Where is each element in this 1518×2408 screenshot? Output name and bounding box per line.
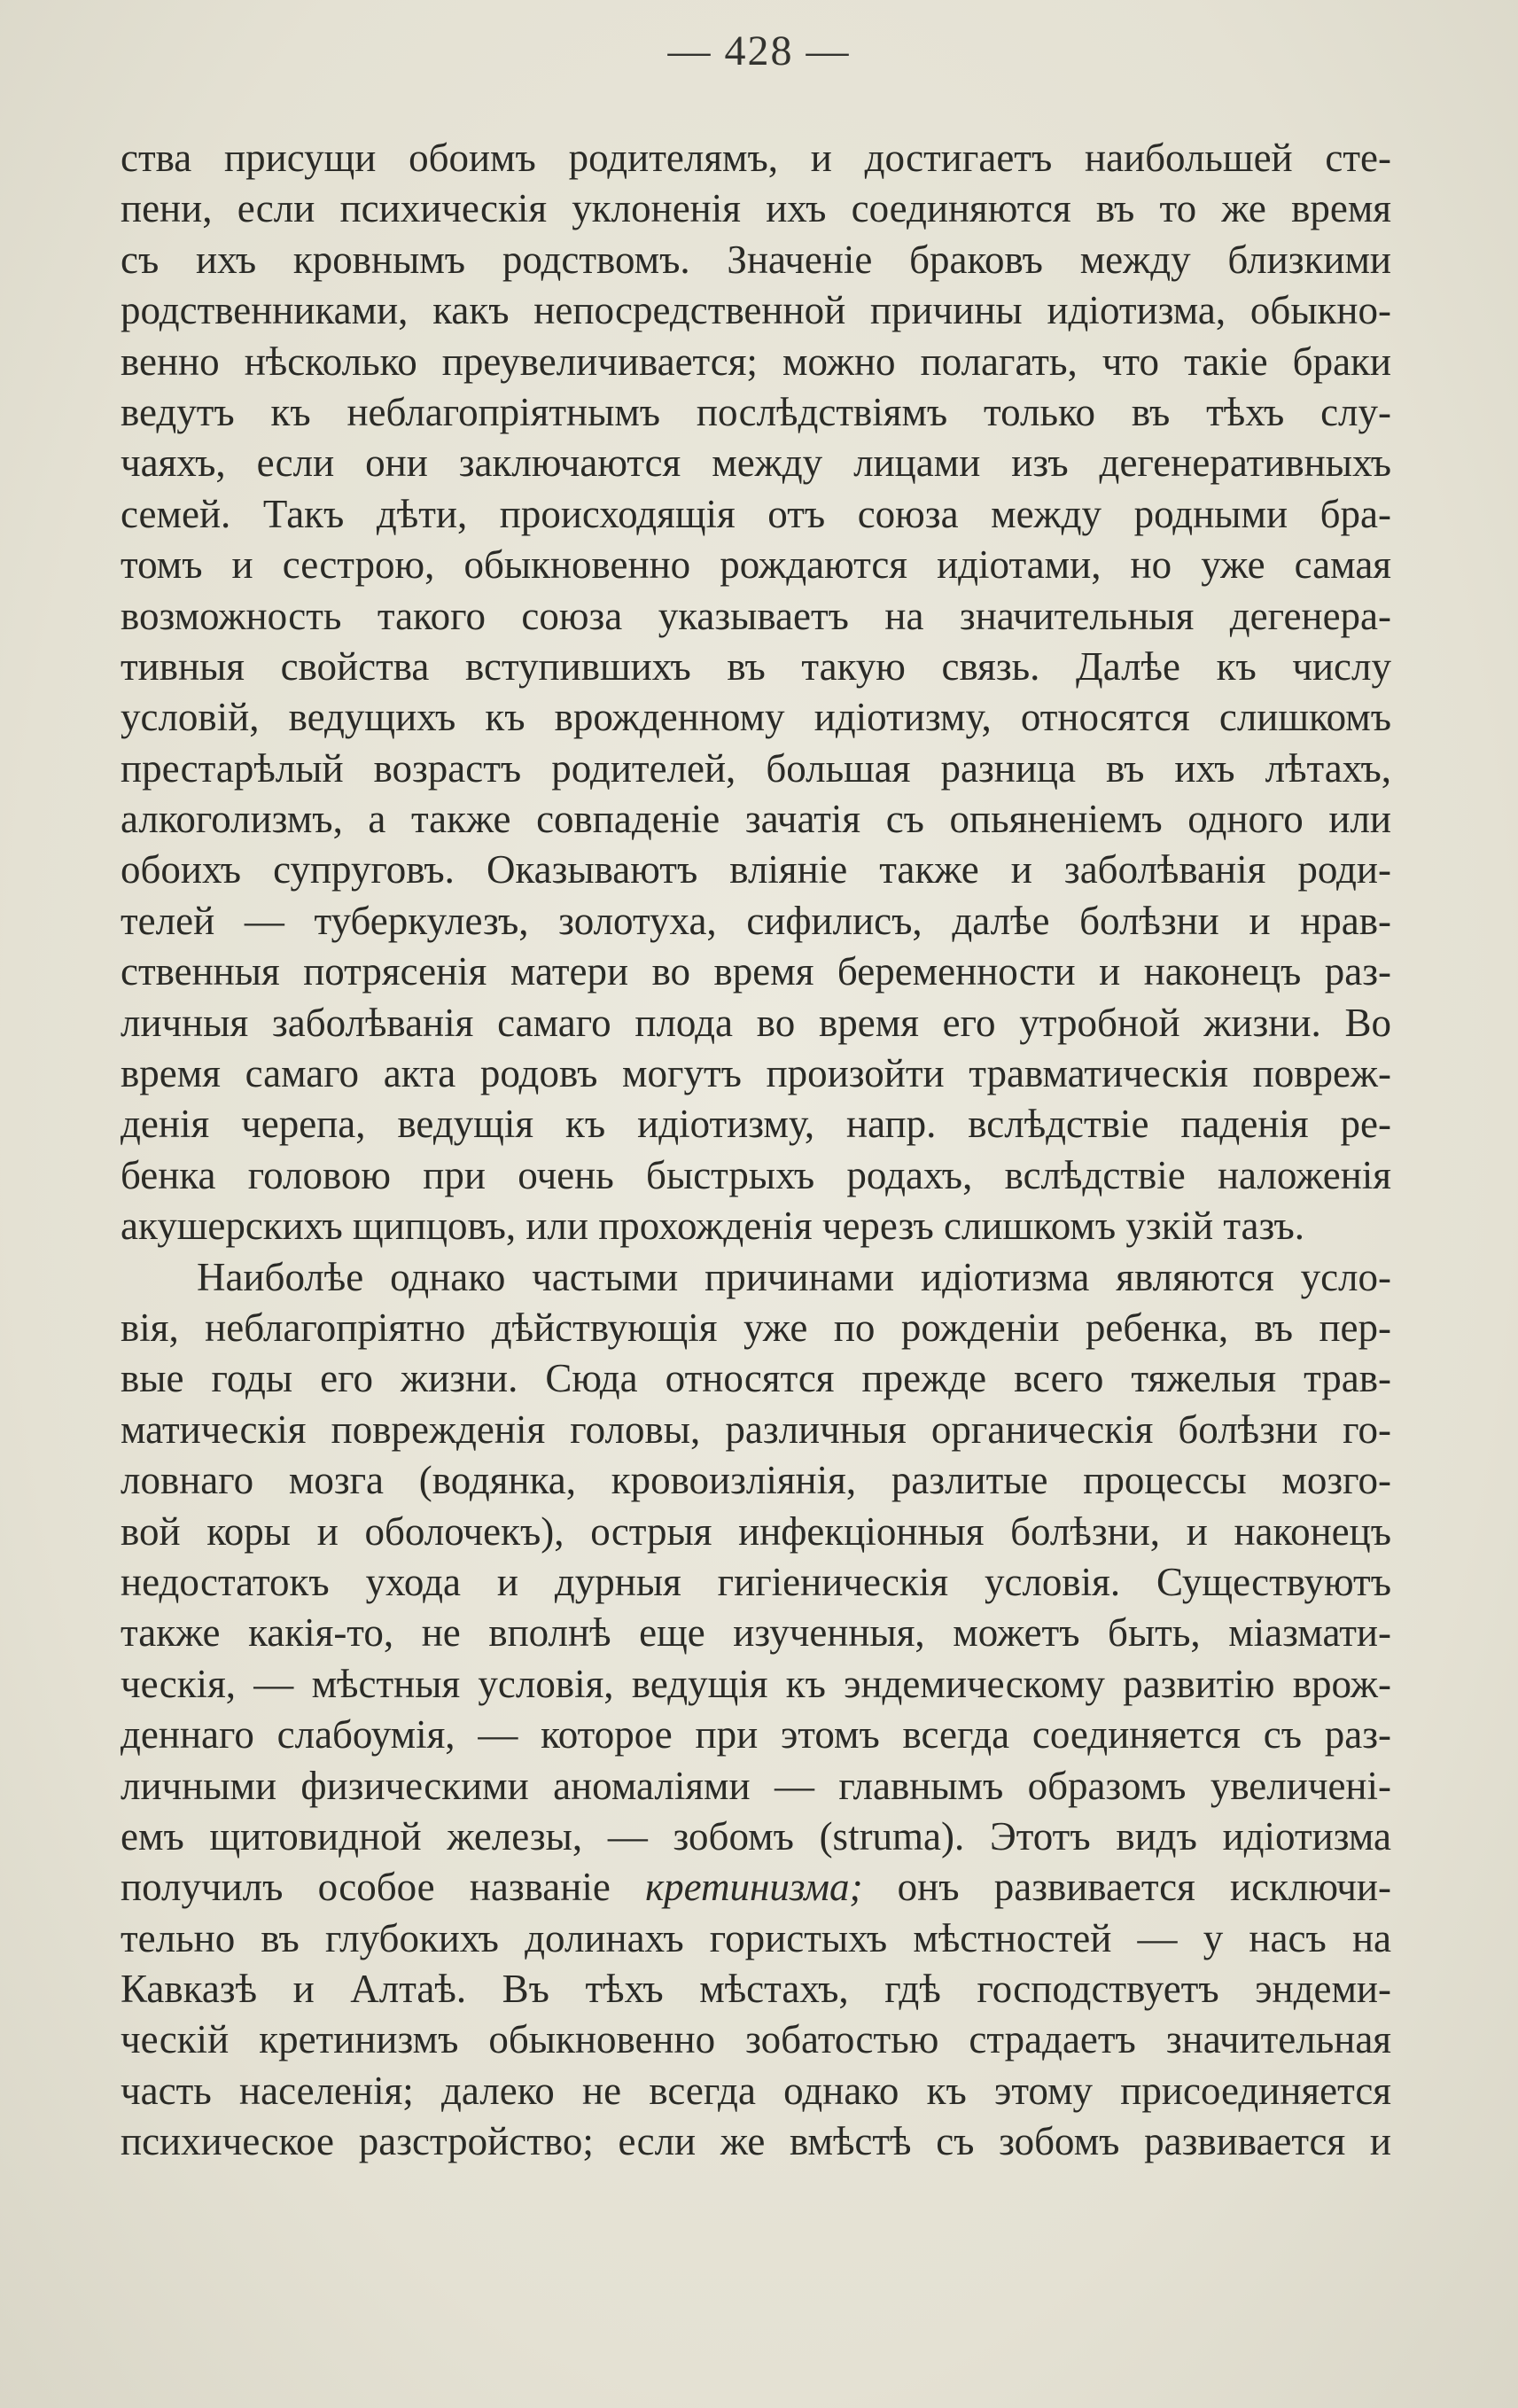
- paragraph-1: [121, 133, 1391, 1252]
- text-line: пени, если психическія уклоненія ихъ соединяются въ то же время: [121, 186, 1391, 231]
- text-line: недостатокъ ухода и дурныя гигіеническія условія. Существуютъ: [121, 1559, 1391, 1604]
- text-line: личныя заболѣванія самаго плода во время его утробной жизни. Во: [121, 1000, 1391, 1045]
- body-text: [121, 133, 1391, 2168]
- text-line: часть населенія; далеко не всегда однако къ этому присоединяется: [121, 2068, 1391, 2113]
- text-line: возможность такого союза указываетъ на значительныя дегенера-: [121, 593, 1391, 638]
- text-line: также какія-то, не вполнѣ еще изученныя, можетъ быть, міазмати-: [121, 1610, 1391, 1656]
- text-line: вой коры и оболочекъ), острыя инфекціонныя болѣзни, и наконецъ: [121, 1508, 1391, 1554]
- text-line: Кавказѣ и Алтаѣ. Въ тѣхъ мѣстахъ, гдѣ господствуетъ эндеми-: [121, 1967, 1391, 2012]
- italic-term: кретинизма;: [645, 1865, 863, 1910]
- text-line: [121, 1862, 1391, 1913]
- text-line: ческій кретинизмъ обыкновенно зобатостью страдаетъ значительная: [121, 2017, 1391, 2062]
- text-line: вія, неблагопріятно дѣйствующія уже по рожденіи ребенка, въ пер-: [121, 1305, 1391, 1350]
- text-line: ственныя потрясенія матери во время беременности и наконецъ раз-: [121, 949, 1391, 994]
- text-line: алкоголизмъ, а также совпаденіе зачатія съ опьяненіемъ одного или: [121, 797, 1391, 842]
- text-line: телей — туберкулезъ, золотуха, сифилисъ, далѣе болѣзни и нрав-: [121, 898, 1391, 943]
- text-line: психическое разстройство; если же вмѣстѣ съ зобомъ развивается и: [121, 2119, 1391, 2164]
- text-line: родственниками, какъ непосредственной причины идіотизма, обыкно-: [121, 288, 1391, 333]
- text-segment: онъ развивается исключи-: [862, 1865, 1391, 1910]
- text-line: семей. Такъ дѣти, происходящія отъ союза между родными бра-: [121, 491, 1391, 536]
- text-line: венно нѣсколько преувеличивается; можно полагать, что такіе браки: [121, 339, 1391, 384]
- text-line: ческія, — мѣстныя условія, ведущія къ эндемическому развитію врож-: [121, 1661, 1391, 1706]
- text-line: чаяхъ, если они заключаются между лицами изъ дегенеративныхъ: [121, 440, 1391, 486]
- text-line: престарѣлый возрастъ родителей, большая разница въ ихъ лѣтахъ,: [121, 745, 1391, 791]
- paragraph-2: [121, 1252, 1391, 2168]
- text-line: тивныя свойства вступившихъ въ такую связь. Далѣе къ числу: [121, 643, 1391, 689]
- text-line: матическія поврежденія головы, различныя органическія болѣзни го-: [121, 1407, 1391, 1452]
- text-line: тельно въ глубокихъ долинахъ гористыхъ мѣстностей — у насъ на: [121, 1915, 1391, 1960]
- text-line: время самаго акта родовъ могутъ произойти травматическія повреж-: [121, 1051, 1391, 1096]
- text-line: денія черепа, ведущія къ идіотизму, напр. вслѣдствіе паденія ре-: [121, 1102, 1391, 1147]
- text-segment: получилъ особое названіе: [121, 1865, 646, 1910]
- text-line: ства присущи обоимъ родителямъ, и достигаетъ наибольшей сте-: [121, 136, 1391, 180]
- text-line: личными физическими аномаліями — главнымъ образомъ увеличені-: [121, 1763, 1391, 1808]
- text-line: условій, ведущихъ къ врожденному идіотизму, относятся слишкомъ: [121, 695, 1391, 740]
- text-line: съ ихъ кровнымъ родствомъ. Значеніе браковъ между близкими: [121, 237, 1391, 282]
- text-line: деннаго слабоумія, — которое при этомъ всегда соединяется съ раз-: [121, 1712, 1391, 1757]
- text-line: обоихъ супруговъ. Оказываютъ вліяніе также и заболѣванія роди-: [121, 847, 1391, 892]
- text-line: ведутъ къ неблагопріятнымъ послѣдствіямъ только въ тѣхъ слу-: [121, 389, 1391, 434]
- page-number: — 428 —: [667, 27, 851, 74]
- text-line: емъ щитовидной железы, — зобомъ (struma). Этотъ видъ идіотизма: [121, 1813, 1391, 1859]
- text-line: ловнаго мозга (водянка, кровоизліянія, разлитые процессы мозго-: [121, 1458, 1391, 1503]
- text-line: томъ и сестрою, обыкновенно рождаются идіотами, но уже самая: [121, 542, 1391, 588]
- text-line: бенка головою при очень быстрыхъ родахъ, вслѣдствіе наложенія: [121, 1152, 1391, 1197]
- text-line: вые годы его жизни. Сюда относятся прежде всего тяжелыя трав-: [121, 1356, 1391, 1401]
- text-line: акушерскихъ щипцовъ, или прохожденія черезъ слишкомъ узкій тазъ.: [121, 1204, 1305, 1249]
- text-line: Наиболѣе однако частыми причинами идіотизма являются усло-: [197, 1254, 1391, 1299]
